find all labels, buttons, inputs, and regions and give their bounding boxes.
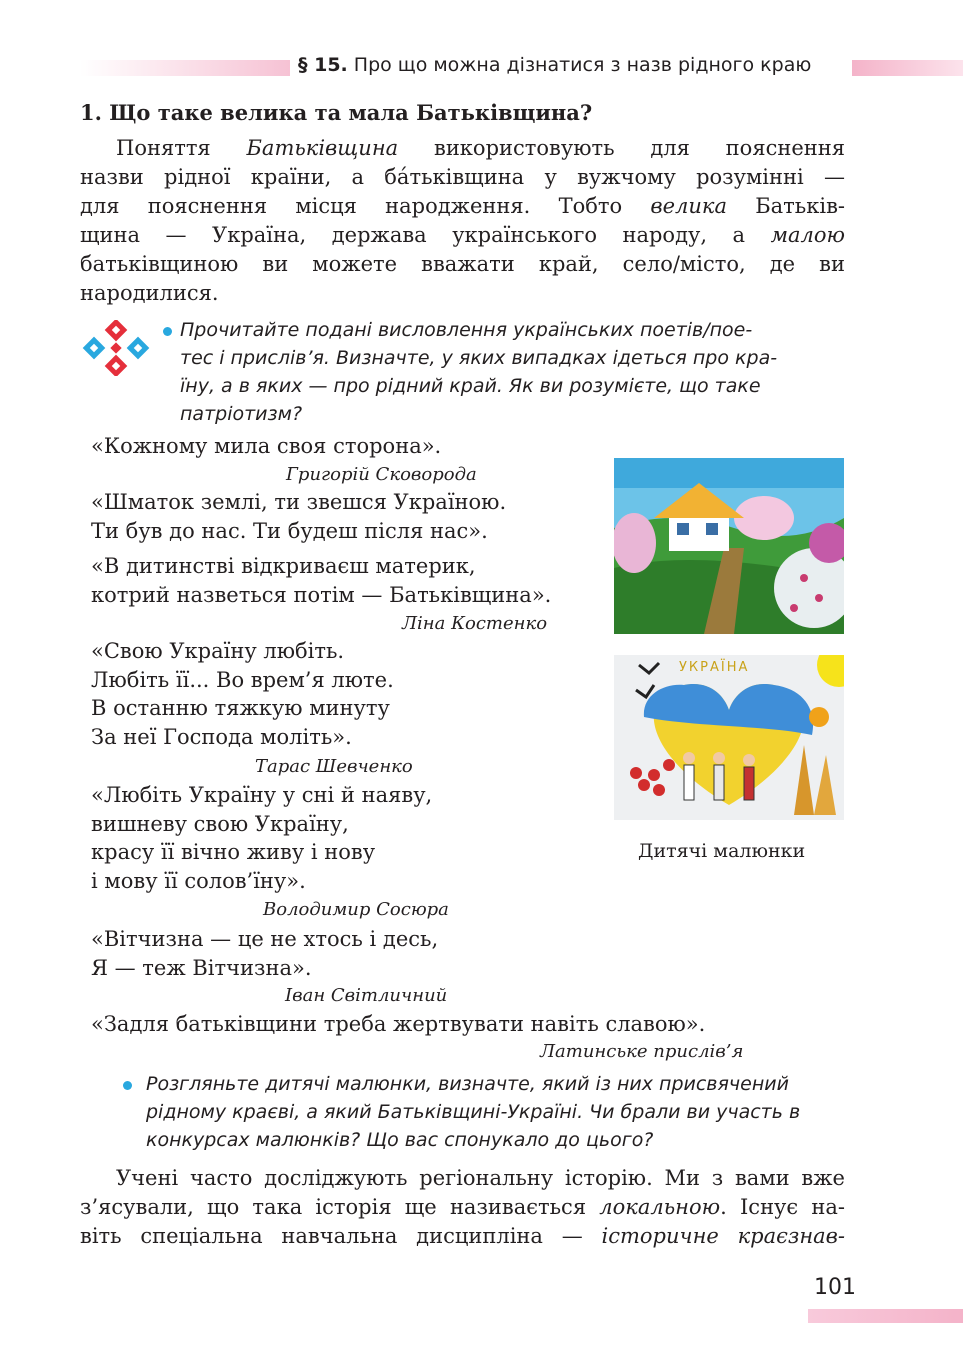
running-header [0,52,963,82]
intro-line-4: щина — Україна, держава українського народу, а малою [80,223,845,247]
figure-caption: Дитячі малюнки [638,840,806,862]
footer-bar [808,1309,963,1323]
task2-line: конкурсах малюнків? Що вас спонукало до цього? [146,1129,654,1151]
quote-author: Григорій Сковорода [286,464,477,485]
quote-line: Я — теж Вітчизна». [91,955,312,980]
header-bar-right [852,60,963,76]
task1-line: Прочитайте подані висловлення українських поетів/пое- [180,319,753,341]
house-drawing-image [614,458,844,634]
quote-5 [91,781,432,895]
intro-paragraph [80,134,845,308]
childrens-drawing-ukraine [614,655,844,820]
closing-line-2: з’ясували, що така історія ще називається локальною. Існує на- [80,1195,845,1219]
quote-line: За неї Господа моліть». [91,724,352,749]
closing-paragraph [80,1164,845,1251]
quote-line: «В дитинстві відкриваєш материк, [91,554,476,578]
task1-line: їну, а в яких — про рідний край. Як ви розумієте, що таке [180,375,761,397]
ukraine-drawing-image [614,655,844,820]
quote-line: вишневу свою Україну, [91,811,349,836]
section-title: Про що можна дізнатися з назв рідного краю [353,54,812,76]
quote-author: Латинське прислів’я [540,1041,744,1062]
quote-line: «Любіть Україну у сні й наяву, [91,783,433,807]
intro-line-2: назви рідної країни, а ба́тьківщина у вужчому розумінні — [80,165,845,189]
task2-line: Розгляньте дитячі малюнки, визначте, який із них присвячений [146,1073,789,1095]
quote-line: «Кожному мила своя сторона». [91,434,442,458]
bullet-icon [123,1081,132,1090]
childrens-drawing-house [614,458,844,634]
quote-line: котрий назветься потім — Батьківщина». [91,582,552,607]
subsection-heading: 1. Що таке велика та мала Батьківщина? [80,100,593,125]
closing-line-1: Учені часто досліджують регіональну історію. Ми з вами вже [116,1166,845,1190]
quote-4 [91,637,394,751]
quote-7 [91,1010,705,1039]
bullet-icon [163,327,172,336]
quote-6 [91,925,438,982]
quote-author: Володимир Сосюра [263,899,449,920]
quote-line: В останню тяжкую минуту [91,696,390,720]
intro-line-1: Поняття Батьківщина використовують для пояснення [116,136,845,160]
quote-author: Ліна Костенко [402,613,548,634]
task-1 [180,316,870,428]
intro-line-5: батьківщиною ви можете вважати край, село/місто, де ви [80,252,845,276]
section-number: § 15. [298,54,348,76]
header-text [298,54,811,76]
quote-line: Ти був до нас. Ти будеш після нас». [91,518,488,543]
drawing-caption-text: УКРАЇНА [679,660,750,675]
ornament-icon [80,320,152,376]
quote-1 [91,432,441,461]
quote-line: «Шматок землі, ти звешся Україною. [91,490,507,514]
quote-line: «Задля батьківщини треба жертвувати навіть славою». [91,1012,706,1036]
task1-line: патріотизм? [180,403,303,425]
quote-line: «Вітчизна — це не хтось і десь, [91,927,439,951]
task-2 [146,1070,836,1154]
quote-line: «Свою Україну любіть. [91,639,345,663]
closing-line-3: віть спеціальна навчальна дисципліна — історичне краєзнав- [80,1224,845,1248]
quote-author: Іван Світличний [285,985,448,1006]
task2-line: рідному краєві, а який Батьківщині-Україні. Чи брали ви участь в [146,1101,801,1123]
intro-line-3: для пояснення місця народження. Тобто велика Батьків- [80,194,845,218]
task1-line: тес і прислів’я. Визначте, у яких випадках ідеться про кра- [180,347,778,369]
quote-line: і мову її солов’їну». [91,868,306,893]
quote-2 [91,488,506,545]
quote-3 [91,552,551,609]
quote-author: Тарас Шевченко [255,756,413,777]
quote-line: красу її вічно живу і нову [91,840,376,864]
quote-line: Любіть її... Во врем’я люте. [91,667,394,692]
header-bar-left [80,60,290,76]
intro-line-6: народилися. [80,281,219,305]
page-number: 101 [814,1275,856,1300]
